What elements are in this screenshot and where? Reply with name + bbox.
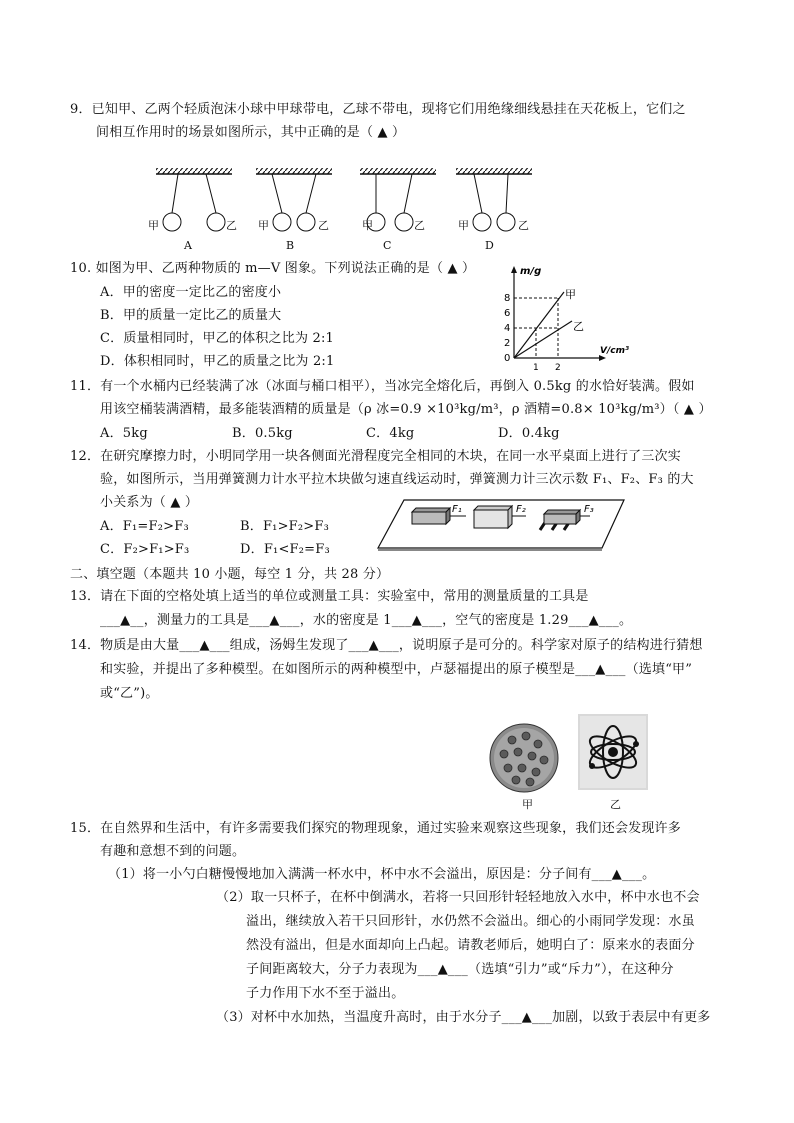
q15-part2-line3: 然没有溢出，但是水面却向上凸起。请教老师后，她明白了：原来水的表面分 [246,938,695,953]
q9-a-label-jia: 甲 [148,219,159,232]
q9-c-label-yi: 乙 [414,219,425,232]
q15-part2-line1: （2）取一只杯子，在杯中倒满水，若将一只回形针轻轻地放入水中，杯中水也不会 [216,890,700,905]
q10-ytick-0: 0 [504,353,511,364]
q10-xtick-1: 1 [533,363,539,373]
q11-option-b: B．0.5kg [232,426,293,441]
q10-ytick-6: 6 [504,308,511,319]
q15-stem-line2: 有趣和意想不到的问题。 [100,844,246,859]
q10-option-d: D．体积相同时，甲乙的质量之比为 2:1 [100,354,335,369]
q9-a-label-yi: 乙 [226,219,237,232]
q14-label-jia: 甲 [522,798,533,811]
q9-b-label-jia: 甲 [258,219,269,232]
q15-part2-line5: 子力作用下水不至于溢出。 [246,986,405,1001]
q10-ylabel: m/g [520,266,542,277]
q14-stem-line3: 或“乙”)。 [100,686,159,701]
q9-option-c: C [383,239,392,252]
q14-atom-model-yi [578,714,648,790]
q12-stem-line1: 12．在研究摩擦力时，小明同学用一块各侧面光滑程度完全相同的木块，在同一水平桌面上进行了三次实 [70,449,681,464]
q15-stem-line1: 15．在自然界和生活中，有许多需要我们探究的物理现象，通过实验来观察这些现象，我们还会发现许多 [70,821,681,836]
q9-d-label-jia: 甲 [458,219,469,232]
q14-stem-line2: 和实验，并提出了多种模型。在如图所示的两种模型中，卢瑟福提出的原子模型是___▲___（选填“甲” [100,662,693,677]
q12-f3: F₃ [584,504,594,515]
q12-stem-line3: 小关系为（ ▲ ） [100,495,199,510]
q10-option-b: B．甲的质量一定比乙的质量大 [100,308,282,323]
q9-stem-line1: 9．已知甲、乙两个轻质泡沫小球中甲球带电，乙球不带电，现将它们用绝缘细线悬挂在天花板上，它们之 [70,102,686,117]
q9-option-a-diagram [156,168,232,231]
q9-d-label-yi: 乙 [518,219,529,232]
q10-xtick-2: 2 [555,363,561,373]
q12-option-a: A．F₁=F₂>F₃ [100,519,189,534]
q12-f2: F₂ [516,504,526,515]
q12-option-b: B．F₁>F₂>F₃ [240,519,330,534]
q9-c-label-jia: 甲 [362,219,373,232]
q10-label-jia: 甲 [565,288,576,301]
q15-part3: （3）对杯中水加热，当温度升高时，由于水分子___▲___加剧，以致于表层中有更多 [216,1010,711,1025]
q10-line-yi [514,321,572,358]
q11-stem-line1: 11．有一个水桶内已经装满了冰（冰面与桶口相平），当冰完全熔化后，再倒入 0.5kg 的水恰好装满。假如 [70,379,695,394]
q13-stem-line2: ___▲__，测量力的工具是___▲___，水的密度是 1___▲___，空气的密度是 1.29___▲___。 [100,613,633,628]
q11-stem-line2: 用该空桶装满酒精，最多能装酒精的质量是（ρ 冰=0.9 ×10³kg/m³，ρ 酒精=0.8× 10³kg/m³）（ ▲ ） [100,402,712,417]
q11-option-d: D．0.4kg [498,426,560,441]
q11-option-a: A．5kg [100,426,148,441]
q12-option-c: C．F₂>F₁>F₃ [100,542,190,557]
q10-xlabel: V/cm³ [600,346,629,356]
q10-stem: 10. 如图为甲、乙两种物质的 m—V 图象。下列说法正确的是（ ▲ ） [70,261,476,276]
q14-atom-model-jia [486,718,564,796]
q10-option-a: A．甲的密度一定比乙的密度小 [100,285,282,300]
q14-label-yi: 乙 [610,798,621,811]
q9-option-b: B [286,239,295,252]
q10-ytick-2: 2 [504,338,511,349]
q9-stem-line2: 间相互作用时的场景如图所示，其中正确的是（ ▲ ） [96,125,406,140]
q12-stem-line2: 验，如图所示，当用弹簧测力计水平拉木块做匀速直线运动时，弹簧测力计三次示数 F₁、F₂、F₃ 的大 [100,472,694,487]
q10-mv-graph [494,262,644,372]
q15-part1: （1）将一小勺白糖慢慢地加入满满一杯水中，杯中水不会溢出，原因是：分子间有___▲___。 [108,867,656,882]
q9-b-label-yi: 乙 [318,219,329,232]
q10-label-yi: 乙 [573,320,584,333]
q10-ytick-8: 8 [504,293,511,304]
q12-option-d: D．F₁<F₂=F₃ [240,542,330,557]
q9-option-a: A [184,239,192,252]
q12-f1: F₁ [452,504,462,515]
q10-line-jia [514,292,564,358]
q14-stem-line1: 14．物质是由大量___▲___组成，汤姆生发现了___▲___，说明原子是可分的。科学家对原子的结构进行猜想 [70,638,703,653]
q15-part2-line4: 子间距离较大，分子力表现为___▲___（选填“引力”或“斥力”），在这种分 [246,962,674,977]
q10-ytick-4: 4 [504,323,511,334]
q12-friction-figure [376,496,626,554]
q13-stem-line1: 13．请在下面的空格处填上适当的单位或测量工具：实验室中，常用的测量质量的工具是 [70,589,589,604]
q15-part2-line2: 溢出，继续放入若干只回形针，水仍然不会溢出。细心的小雨同学发现：水虽 [246,914,695,929]
q11-option-c: C．4kg [366,426,415,441]
q10-option-c: C．质量相同时，甲乙的体积之比为 2:1 [100,331,335,346]
section2-heading: 二、填空题（本题共 10 小题，每空 1 分，共 28 分） [70,567,390,582]
q9-option-d: D [485,239,494,252]
